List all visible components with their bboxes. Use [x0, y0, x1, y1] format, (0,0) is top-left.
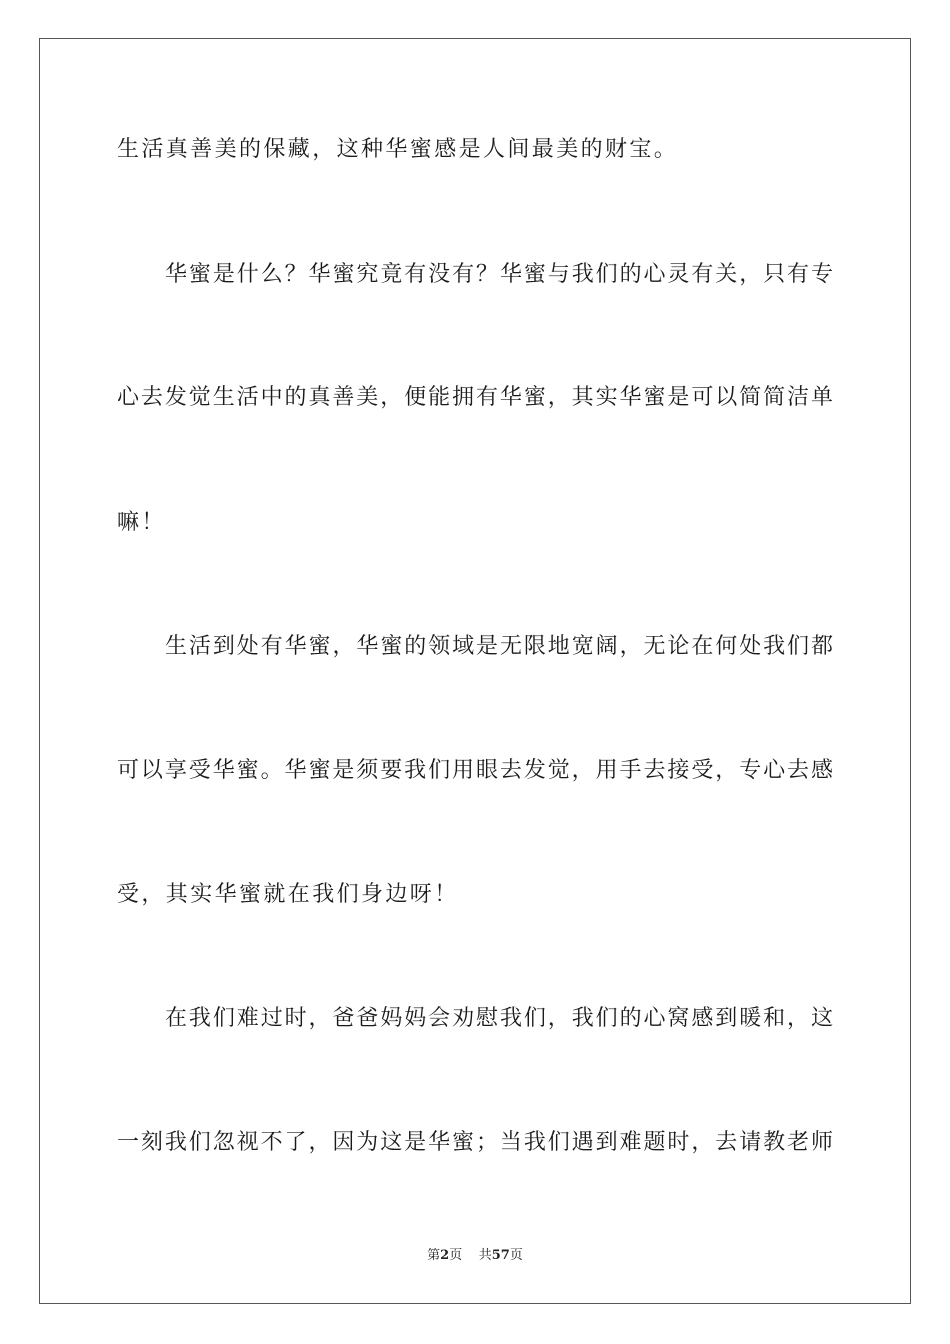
text-line-1: 生活真善美的保藏，这种华蜜感是人间最美的财宝。 — [117, 137, 679, 162]
text-line-8: 在我们难过时，爸爸妈妈会劝慰我们，我们的心窝感到暖和，这 — [165, 1006, 833, 1031]
page-suffix: 页 — [449, 1248, 463, 1263]
total-suffix: 页 — [509, 1248, 523, 1263]
page-border — [39, 38, 911, 1304]
page-prefix: 第 — [427, 1248, 441, 1263]
text-line-7: 受，其实华蜜就在我们身边呀！ — [117, 882, 459, 907]
text-line-5: 生活到处有华蜜，华蜜的领域是无限地宽阔，无论在何处我们都 — [165, 634, 833, 659]
text-line-9: 一刻我们忽视不了，因为这是华蜜；当我们遇到难题时，去请教老师 — [117, 1130, 833, 1155]
total-prefix: 共 — [478, 1248, 492, 1263]
text-line-3: 心去发觉生活中的真善美，便能拥有华蜜，其实华蜜是可以简简洁单 — [117, 385, 833, 410]
text-line-4: 嘛！ — [117, 510, 166, 535]
total-pages: 57 — [491, 1248, 510, 1263]
page-number: 2 — [440, 1248, 450, 1263]
text-line-2: 华蜜是什么？华蜜究竟有没有？华蜜与我们的心灵有关，只有专 — [165, 262, 833, 287]
page-footer — [0, 1247, 950, 1265]
text-line-6: 可以享受华蜜。华蜜是须要我们用眼去发觉，用手去接受，专心去感 — [117, 758, 833, 783]
